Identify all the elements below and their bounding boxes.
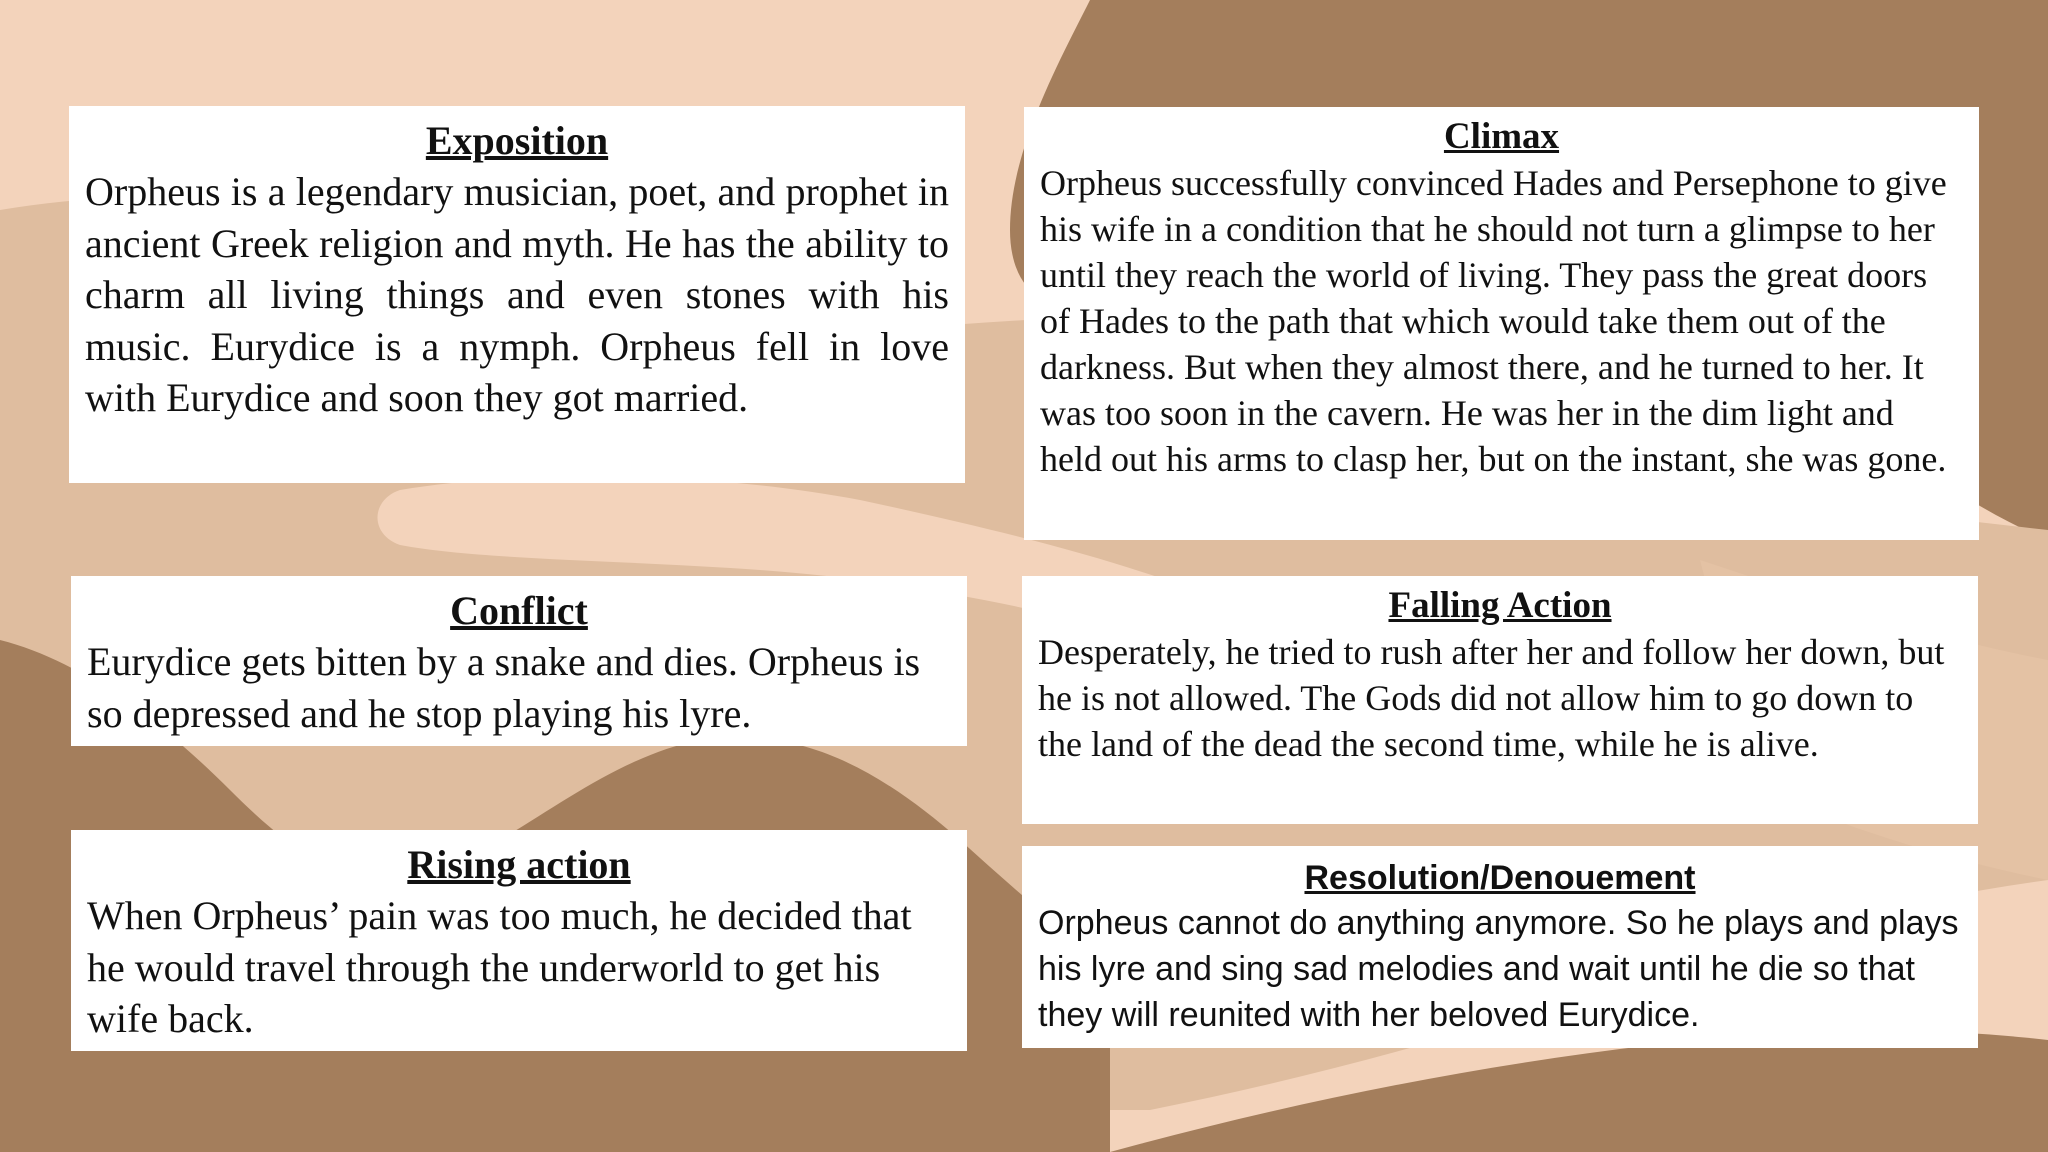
climax-title: Climax <box>1443 116 1560 157</box>
rising-action-text: When Orpheus’ pain was too much, he decided that he would travel through the underworld to get his wife back. <box>87 893 912 1041</box>
rising-action-card <box>71 830 967 1051</box>
falling-action-card <box>1022 576 1978 824</box>
conflict-card <box>71 576 967 746</box>
rising-action-title: Rising action <box>407 842 631 887</box>
resolution-card <box>1022 846 1978 1048</box>
exposition-card <box>69 106 965 483</box>
conflict-text: Eurydice gets bitten by a snake and dies. Orpheus is so depressed and he stop playing his lyre. <box>87 639 921 736</box>
resolution-text: Orpheus cannot do anything anymore. So he plays and plays his lyre and sing sad melodies and wait until he die so that they will reunited with her beloved Eurydice. <box>1038 904 1959 1034</box>
exposition-title: Exposition <box>425 118 609 163</box>
climax-text: Orpheus successfully convinced Hades and Persephone to give his wife in a condition that he should not turn a glimpse to her until they reach the world of living. They pass the great doors of Hades to the path that which would take them out of the darkness. But when they almost there, and he turned to her. It was too soon in the cavern. He was her in the dim light and held out his arms to clasp her, but on the instant, she was gone. <box>1040 163 1947 479</box>
climax-card <box>1024 107 1979 540</box>
exposition-text: Orpheus is a legendary musician, poet, and prophet in ancient Greek religion and myth. He has the ability to charm all living things and even stones with his music. Eurydice is a nymph. Orpheus fell in love with Eurydice and soon they got married. <box>85 169 949 420</box>
conflict-title: Conflict <box>450 588 588 633</box>
falling-action-title: Falling Action <box>1388 585 1612 626</box>
falling-action-text: Desperately, he tried to rush after her and follow her down, but he is not allowed. The Gods did not allow him to go down to the land of the dead the second time, while he is alive. <box>1038 632 1945 764</box>
resolution-title: Resolution/Denouement <box>1304 859 1696 897</box>
